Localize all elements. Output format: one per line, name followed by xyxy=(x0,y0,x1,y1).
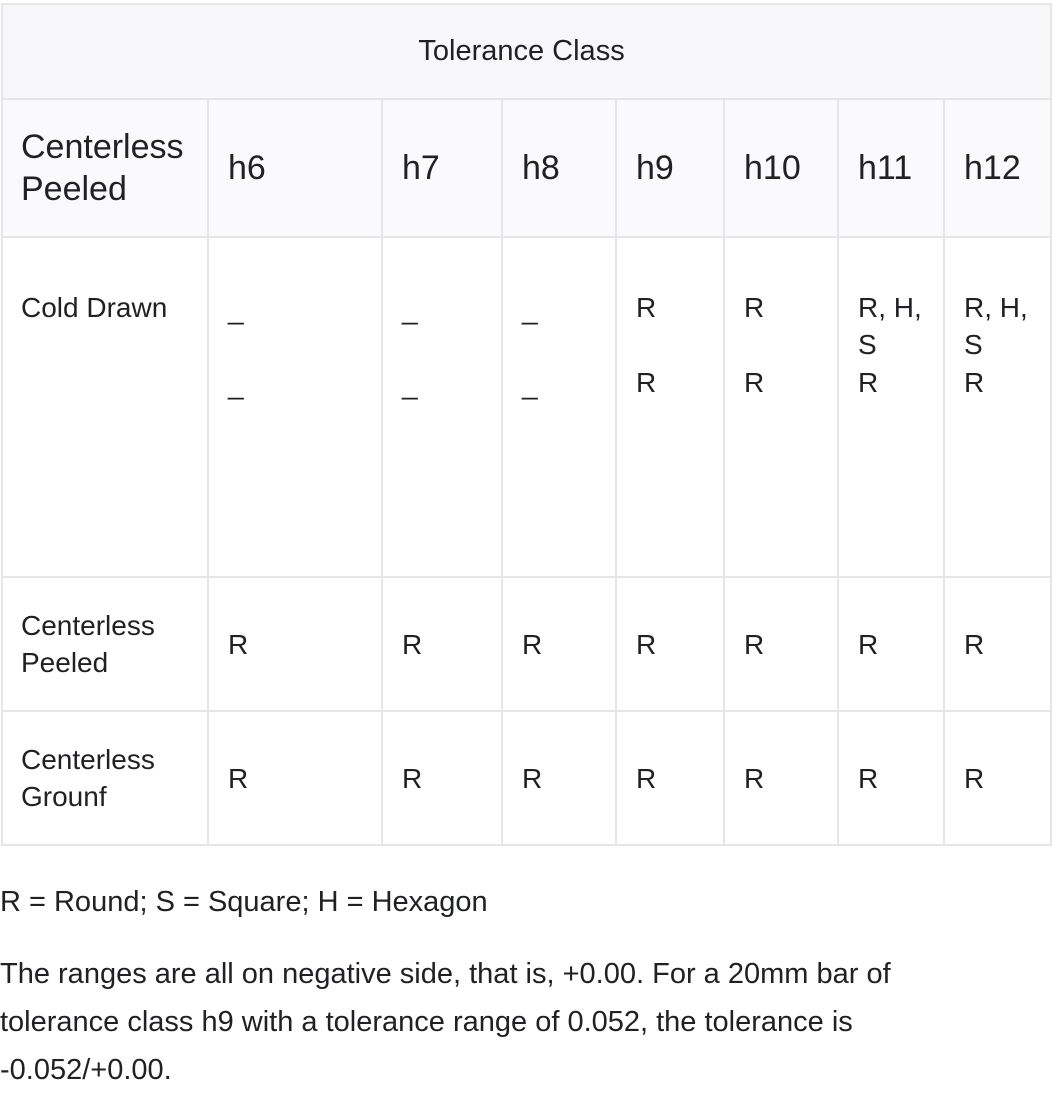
table-cell xyxy=(944,237,1051,577)
cell-value: _ xyxy=(228,369,244,400)
table-cell xyxy=(724,237,838,577)
row-label: Centerless Peeled xyxy=(21,610,155,678)
table-row xyxy=(2,577,1051,711)
table-cell xyxy=(208,577,382,711)
cell-value: R xyxy=(636,628,657,660)
table-cell xyxy=(944,577,1051,711)
cell-value: R xyxy=(744,292,765,323)
cell-value: R, H, S xyxy=(964,292,1028,360)
notes xyxy=(0,878,1000,1094)
table-cell xyxy=(502,237,616,577)
column-header: h9 xyxy=(616,99,724,237)
table-cell xyxy=(616,577,724,711)
table-cell xyxy=(616,237,724,577)
table-cell xyxy=(838,711,944,845)
table-cell xyxy=(502,711,616,845)
table-header-row xyxy=(2,99,1051,237)
cell-value: R xyxy=(228,628,249,660)
table-cell xyxy=(382,711,502,845)
table-cell xyxy=(838,237,944,577)
column-header: h11 xyxy=(838,99,944,237)
table-cell xyxy=(724,577,838,711)
table-cell xyxy=(208,237,382,577)
cell-value: R xyxy=(636,292,657,323)
cell-value: R xyxy=(964,367,985,398)
row-label: Cold Drawn xyxy=(21,292,168,323)
cell-value: R xyxy=(858,762,879,794)
column-header: h10 xyxy=(724,99,838,237)
legend-text: R = Round; S = Square; H = Hexagon xyxy=(0,886,488,918)
explanation-text: The ranges are all on negative side, that is, +0.00. For a 20mm bar of tolerance class h9 with a tolerance range of 0.052, the tolerance is -0.052/+0.00. xyxy=(0,958,891,1086)
cell-value: R xyxy=(636,762,657,794)
column-header: h12 xyxy=(944,99,1051,237)
cell-value: _ xyxy=(522,369,538,400)
cell-value: R xyxy=(964,762,985,794)
header-row-label-cell xyxy=(2,99,208,237)
cell-value: _ xyxy=(228,294,244,325)
table-cell xyxy=(838,577,944,711)
row-label-cell xyxy=(2,711,208,845)
row-label-cell xyxy=(2,577,208,711)
table-cell xyxy=(502,577,616,711)
cell-value: R xyxy=(858,628,879,660)
table-title: Tolerance Class xyxy=(418,35,625,67)
cell-value: R xyxy=(744,628,765,660)
column-header: h7 xyxy=(382,99,502,237)
header-row-label: Centerless Peeled xyxy=(21,128,184,208)
cell-value: R xyxy=(636,367,657,398)
cell-value: R xyxy=(744,367,765,398)
row-label: Centerless Grounf xyxy=(21,744,155,812)
cell-value: R xyxy=(228,762,249,794)
cell-value: R xyxy=(522,628,543,660)
tolerance-table xyxy=(1,3,1052,846)
cell-value: _ xyxy=(402,294,418,325)
column-header: h8 xyxy=(502,99,616,237)
cell-value: R xyxy=(858,367,879,398)
row-label-cell xyxy=(2,237,208,577)
table-cell xyxy=(208,711,382,845)
cell-value: R xyxy=(402,628,423,660)
cell-value: R xyxy=(964,628,985,660)
table-cell xyxy=(616,711,724,845)
table-cell xyxy=(382,237,502,577)
table-row xyxy=(2,711,1051,845)
column-header: h6 xyxy=(208,99,382,237)
cell-value: _ xyxy=(522,294,538,325)
cell-value: R xyxy=(522,762,543,794)
cell-value: _ xyxy=(402,369,418,400)
table-cell xyxy=(724,711,838,845)
table-cell xyxy=(382,577,502,711)
cell-value: R xyxy=(744,762,765,794)
table-row xyxy=(2,237,1051,577)
table-cell xyxy=(944,711,1051,845)
cell-value: R xyxy=(402,762,423,794)
cell-value: R, H, S xyxy=(858,292,922,360)
table-title-cell xyxy=(2,4,1051,99)
